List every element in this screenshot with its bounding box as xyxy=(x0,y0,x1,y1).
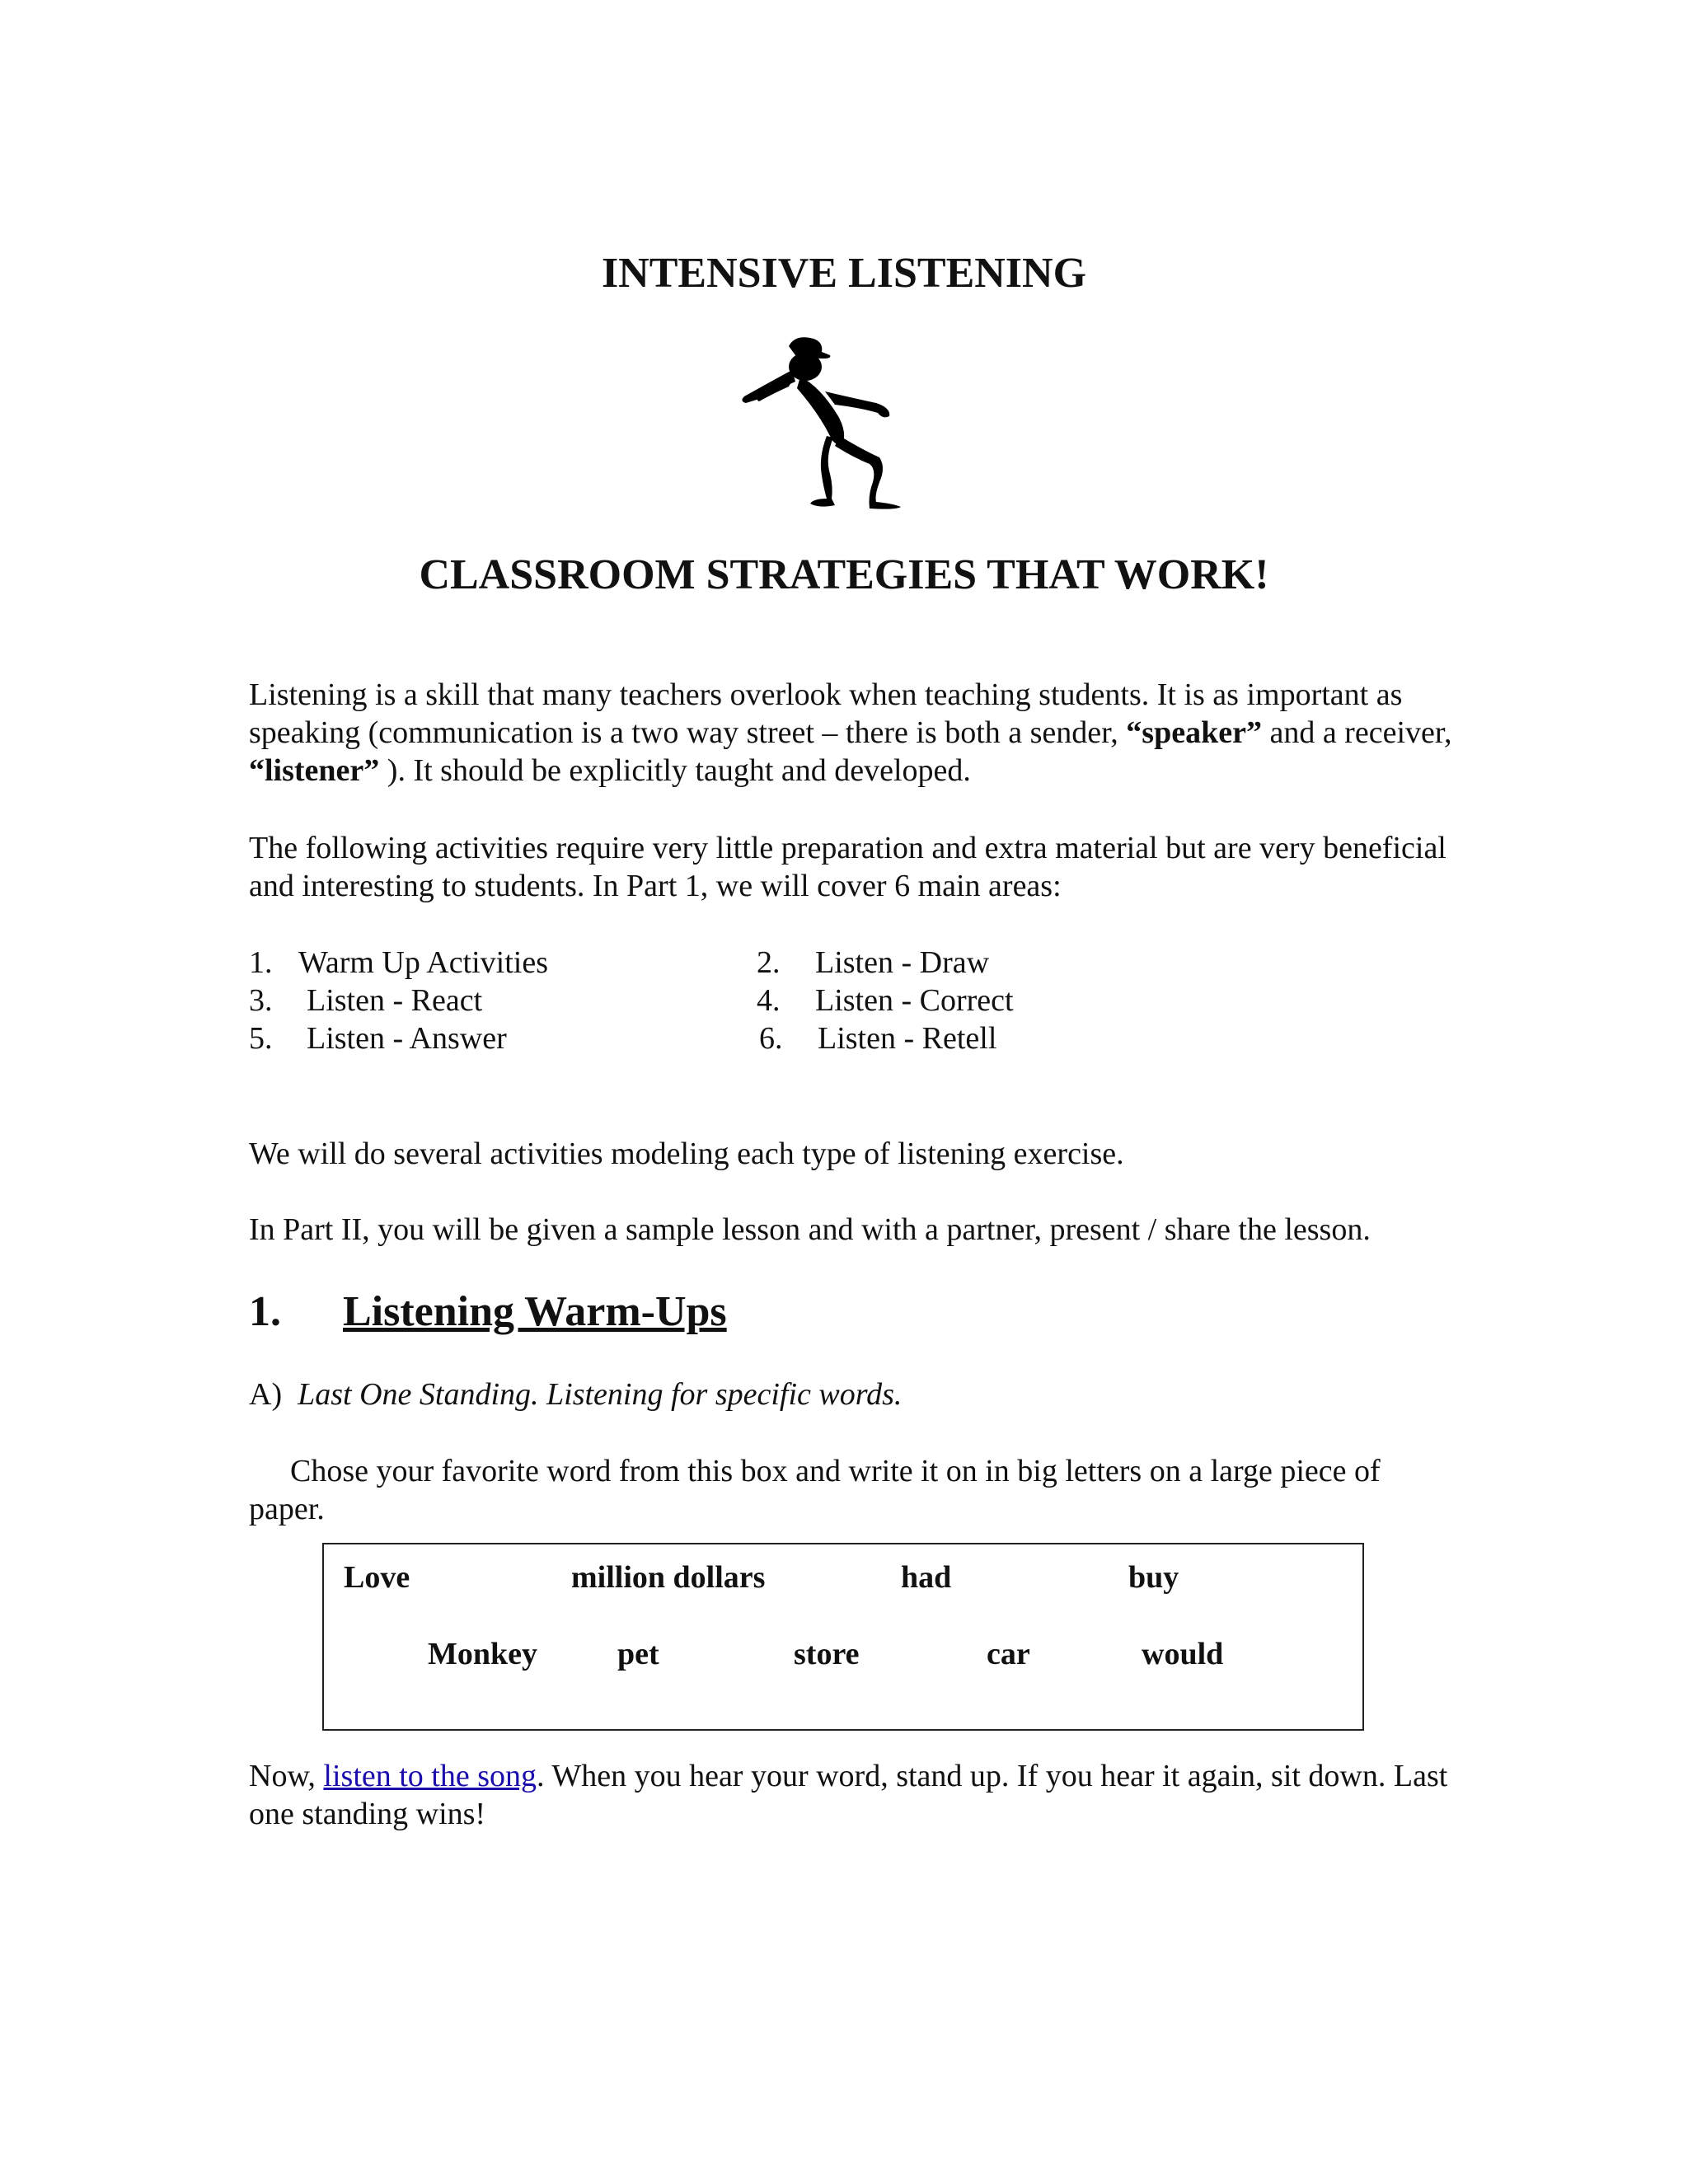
section-number: 1. xyxy=(249,1288,281,1335)
list-label: Listen - Draw xyxy=(815,945,990,980)
word-item: million dollars xyxy=(571,1560,766,1595)
list-number: 5. xyxy=(249,1021,273,1056)
list-number: 3. xyxy=(249,983,273,1018)
list-item xyxy=(249,982,482,1019)
section-heading xyxy=(249,1287,727,1336)
list-item xyxy=(757,944,989,981)
part2-paragraph: In Part II, you will be given a sample lesson and with a partner, present / share the lesson. xyxy=(249,1212,1371,1247)
word-item: pet xyxy=(617,1637,659,1671)
list-number: 1. xyxy=(249,945,273,980)
subsection-label: A) xyxy=(249,1377,283,1412)
modeling-paragraph: We will do several activities modeling each type of listening exercise. xyxy=(249,1137,1124,1171)
word-item: buy xyxy=(1128,1560,1179,1595)
listening-figure-image xyxy=(738,334,948,515)
intro-text-1: Listening is a skill that many teachers overlook when teaching students. It is as important as speaking (communication is a two way street – there is both a sender, xyxy=(249,677,1403,750)
subsection-heading xyxy=(249,1376,902,1413)
page-subtitle: CLASSROOM STRATEGIES THAT WORK! xyxy=(419,551,1269,598)
word-item: Monkey xyxy=(428,1637,537,1671)
word-item: would xyxy=(1142,1637,1224,1671)
list-label: Listen - Retell xyxy=(818,1021,997,1056)
list-label: Listen - React xyxy=(307,983,483,1018)
list-number: 2. xyxy=(757,945,781,980)
list-number: 6. xyxy=(759,1021,783,1056)
intro-text-2: and a receiver, xyxy=(1261,715,1452,750)
intro-paragraph xyxy=(249,676,1461,790)
activities-intro-paragraph: The following activities require very little preparation and extra material but are very beneficial and interesting to students. In Part 1, we will cover 6 main areas: xyxy=(249,831,1447,903)
word-item: had xyxy=(901,1560,952,1595)
subsection-title: Last One Standing. Listening for specific words. xyxy=(298,1377,903,1412)
list-label: Listen - Answer xyxy=(307,1021,507,1056)
section-title: Listening Warm-Ups xyxy=(343,1288,727,1335)
list-item xyxy=(249,944,548,981)
page-title: INTENSIVE LISTENING xyxy=(601,250,1087,297)
list-item xyxy=(757,982,1014,1019)
list-item xyxy=(249,1020,507,1057)
closing-text-pre: Now, xyxy=(249,1759,324,1793)
intro-text-3: ). It should be explicitly taught and developed. xyxy=(379,753,971,788)
word-item: car xyxy=(987,1637,1030,1671)
list-number: 4. xyxy=(757,983,781,1018)
listener-term: “listener” xyxy=(249,753,380,788)
word-item: Love xyxy=(344,1560,410,1595)
list-item xyxy=(759,1020,996,1057)
listen-to-song-link[interactable]: listen to the song xyxy=(323,1759,537,1793)
list-label: Warm Up Activities xyxy=(298,945,548,980)
instructions-paragraph: Chose your favorite word from this box and write it on in big letters on a large piece of paper. xyxy=(249,1454,1381,1526)
person-listening-icon xyxy=(738,334,948,515)
word-item: store xyxy=(794,1637,860,1671)
word-box xyxy=(322,1543,1364,1731)
list-label: Listen - Correct xyxy=(815,983,1014,1018)
closing-text-post: . When you hear your word, stand up. If you hear it again, sit down. Last one standing wins! xyxy=(249,1759,1448,1831)
closing-paragraph xyxy=(249,1757,1461,1833)
speaker-term: “speaker” xyxy=(1126,715,1262,750)
